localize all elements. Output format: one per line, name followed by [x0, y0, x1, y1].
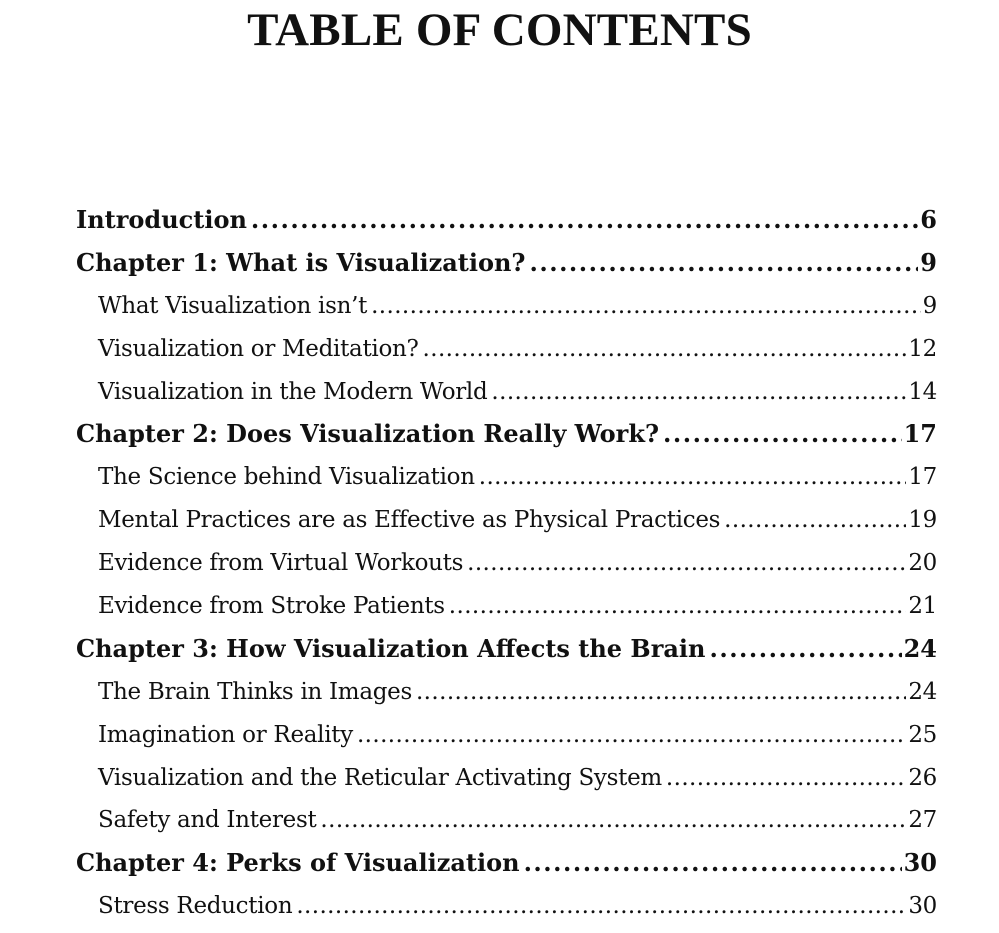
toc-entry-visualization-or-meditation[interactable]: [76, 328, 937, 371]
toc-entry-label: Chapter 3: How Visualization Affects the Brain: [76, 633, 706, 663]
toc-entry-mental-practices[interactable]: [76, 499, 937, 542]
dot-leader: [491, 371, 906, 414]
toc-entry-page-number: 19: [908, 507, 937, 534]
dot-leader: [449, 585, 907, 628]
toc-entry-page-number: 14: [908, 378, 937, 405]
toc-list: [76, 199, 937, 928]
dot-leader: [724, 499, 906, 542]
toc-entry-virtual-workouts[interactable]: [76, 542, 937, 585]
toc-entry-chapter-2[interactable]: [76, 413, 937, 456]
dot-leader: [709, 628, 901, 671]
toc-entry-imagination-or-reality[interactable]: [76, 714, 937, 757]
toc-entry-reticular-activating-system[interactable]: [76, 757, 937, 800]
toc-entry-page-number: 30: [903, 848, 937, 878]
toc-entry-label: Visualization and the Reticular Activating System: [98, 764, 662, 791]
dot-leader: [251, 199, 918, 242]
dot-leader: [530, 242, 919, 285]
toc-entry-science-behind-visualization[interactable]: [76, 456, 937, 499]
toc-entry-chapter-3[interactable]: [76, 628, 937, 671]
toc-entry-introduction[interactable]: [76, 199, 937, 242]
toc-entry-stress-reduction[interactable]: [76, 885, 937, 928]
dot-leader: [524, 842, 902, 885]
dot-leader: [663, 413, 902, 456]
toc-entry-label: Mental Practices are as Effective as Physical Practices: [98, 507, 721, 534]
dot-leader: [423, 328, 907, 371]
toc-entry-label: Stress Reduction: [98, 893, 293, 920]
toc-entry-page-number: 30: [908, 893, 937, 920]
toc-entry-page-number: 20: [908, 550, 937, 577]
toc-entry-label: Introduction: [76, 205, 247, 234]
toc-entry-label: The Brain Thinks in Images: [98, 678, 412, 705]
toc-entry-page-number: 12: [908, 335, 937, 362]
toc-entry-label: Evidence from Virtual Workouts: [98, 550, 464, 577]
toc-entry-label: Chapter 2: Does Visualization Really Work?: [76, 419, 660, 449]
toc-entry-visualization-modern-world[interactable]: [76, 371, 937, 414]
toc-entry-what-visualization-isnt[interactable]: [76, 285, 937, 328]
dot-leader: [296, 885, 906, 928]
toc-title: TABLE OF CONTENTS: [247, 4, 752, 56]
toc-entry-page-number: 6: [920, 205, 937, 234]
toc-entry-page-number: 21: [908, 593, 937, 620]
toc-entry-label: What Visualization isn’t: [98, 292, 368, 319]
toc-entry-page-number: 24: [908, 678, 937, 705]
toc-entry-label: Imagination or Reality: [98, 721, 353, 748]
dot-leader: [479, 456, 907, 499]
toc-entry-page-number: 27: [908, 807, 937, 834]
dot-leader: [357, 714, 906, 757]
toc-entry-label: Safety and Interest: [98, 807, 317, 834]
dot-leader: [371, 285, 921, 328]
toc-entry-label: Visualization or Meditation?: [98, 335, 419, 362]
toc-entry-chapter-1[interactable]: [76, 242, 937, 285]
toc-entry-page-number: 17: [903, 419, 937, 449]
toc-entry-page-number: 9: [922, 292, 937, 319]
toc-entry-page-number: 17: [908, 464, 937, 491]
toc-entry-label: Chapter 1: What is Visualization?: [76, 247, 526, 277]
dot-leader: [666, 757, 906, 800]
toc-entry-chapter-4[interactable]: [76, 842, 937, 885]
toc-entry-stroke-patients[interactable]: [76, 585, 937, 628]
toc-entry-page-number: 24: [903, 633, 937, 663]
toc-entry-page-number: 26: [908, 764, 937, 791]
toc-entry-brain-thinks-in-images[interactable]: [76, 671, 937, 714]
toc-entry-label: Evidence from Stroke Patients: [98, 593, 445, 620]
toc-entry-label: Chapter 4: Perks of Visualization: [76, 848, 520, 878]
toc-entry-label: The Science behind Visualization: [98, 464, 475, 491]
toc-entry-page-number: 25: [908, 721, 937, 748]
dot-leader: [467, 542, 906, 585]
dot-leader: [320, 799, 906, 842]
toc-entry-label: Visualization in the Modern World: [98, 378, 488, 405]
dot-leader: [416, 671, 906, 714]
toc-entry-safety-and-interest[interactable]: [76, 799, 937, 842]
toc-entry-page-number: 9: [920, 247, 937, 277]
